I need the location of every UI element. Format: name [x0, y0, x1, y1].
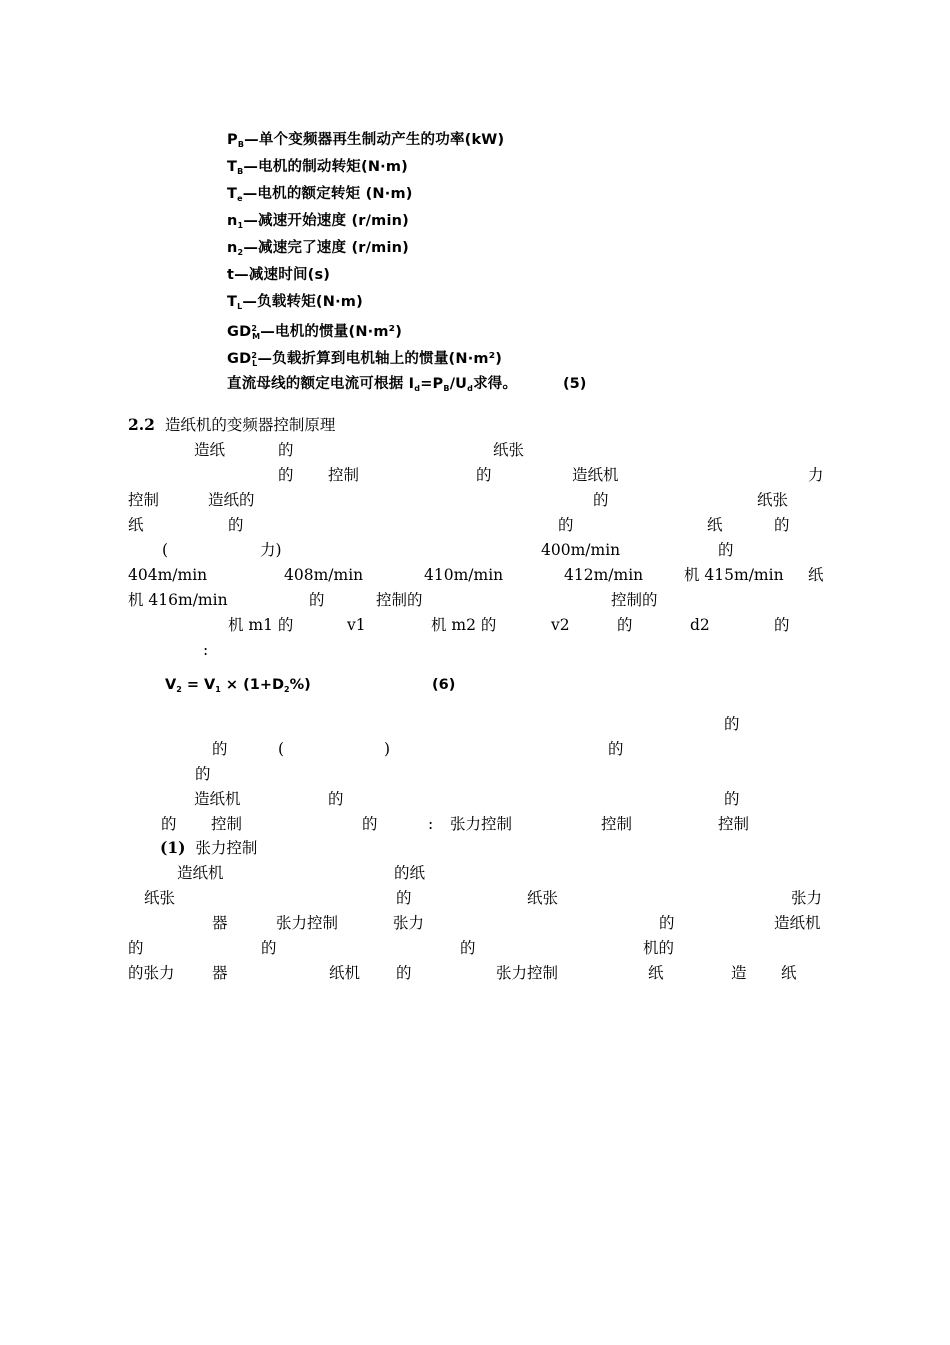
text-fragment: 的	[718, 541, 734, 559]
definition-line: $n_1—$减速开始速度 (r/min)	[227, 213, 409, 230]
equation-number-6: (6)	[432, 677, 456, 693]
text-fragment: 张力	[393, 914, 425, 932]
text-fragment: 控制	[211, 815, 243, 833]
definition-line: $T_L—$负载转矩(N·m)	[227, 294, 363, 311]
equation-number-5: (5)	[563, 376, 587, 392]
text-fragment: 力	[808, 466, 824, 484]
definition-line: t—减速时间(s)	[227, 267, 331, 283]
definition-line: $GD^2_M—$电机的惯量(N·m²)	[227, 324, 403, 341]
text-fragment: 的张力	[128, 964, 175, 982]
text-fragment: 的	[476, 466, 492, 484]
subsection-number: (1)	[160, 838, 186, 857]
text-fragment: 的	[774, 616, 790, 634]
text-fragment: v2	[551, 616, 570, 634]
definition-line: $GD^2_L—$负载折算到电机轴上的惯量(N·m²)	[227, 351, 503, 368]
text-fragment: 控制	[328, 466, 360, 484]
text-fragment: 的	[460, 939, 476, 957]
text-fragment: 造纸机	[774, 914, 821, 932]
text-fragment: 机 415m/min	[684, 566, 784, 584]
text-fragment: 张力控制	[276, 914, 339, 932]
text-fragment: 张力	[791, 889, 823, 907]
definition-line: $n_2—$减速完了速度 (r/min)	[227, 240, 409, 257]
text-fragment: 纸张	[757, 491, 789, 509]
text-fragment: 张力控制	[450, 815, 513, 833]
text-fragment: 器	[212, 914, 228, 932]
text-fragment: 纸	[128, 516, 144, 534]
text-fragment: 的	[558, 516, 574, 534]
section-heading	[128, 416, 335, 434]
text-fragment: )	[384, 740, 391, 758]
text-fragment: 控制	[718, 815, 750, 833]
text-fragment: 造纸机	[177, 864, 224, 882]
text-fragment: 控制的	[376, 591, 423, 609]
text-fragment: 器	[212, 964, 228, 982]
text-fragment: 纸张	[144, 889, 176, 907]
text-fragment: 造纸机	[572, 466, 619, 484]
text-fragment: 的	[161, 815, 177, 833]
text-fragment: 纸	[707, 516, 723, 534]
text-fragment: 的	[261, 939, 277, 957]
text-fragment: 机 m1 的	[228, 616, 294, 634]
section-number: 2.2	[128, 415, 155, 434]
text-fragment: 纸机	[329, 964, 361, 982]
text-fragment: 410m/min	[424, 566, 504, 584]
text-fragment: 的	[774, 516, 790, 534]
text-fragment: 404m/min	[128, 566, 208, 584]
text-fragment: 的	[617, 616, 633, 634]
definition-line: $T_B—$电机的制动转矩(N·m)	[227, 159, 409, 176]
text-fragment: 400m/min	[541, 541, 621, 559]
text-fragment: 力)	[260, 541, 282, 559]
text-fragment: 的纸	[394, 864, 426, 882]
text-fragment: 的	[396, 889, 412, 907]
speed-formula: $V_2 = V_1 \times (1+D_2\%)$	[165, 677, 311, 694]
text-fragment: 的	[128, 939, 144, 957]
text-fragment: 的	[328, 790, 344, 808]
text-fragment: 的	[724, 715, 740, 733]
text-fragment: 造纸的	[208, 491, 255, 509]
text-fragment: 机的	[643, 939, 675, 957]
text-fragment: 的	[608, 740, 624, 758]
text-fragment: 造纸机	[194, 790, 241, 808]
text-fragment: 的	[278, 441, 294, 459]
text-fragment: 的	[228, 516, 244, 534]
text-fragment: 机 416m/min	[128, 591, 228, 609]
text-fragment: 造纸	[194, 441, 226, 459]
text-fragment: 纸	[648, 964, 664, 982]
text-fragment: 的	[724, 790, 740, 808]
text-fragment: 纸	[808, 566, 824, 584]
text-fragment: 的	[396, 964, 412, 982]
text-fragment: 控制的	[611, 591, 658, 609]
dc-bus-current-line: 直流母线的额定电流可根据 $I_d=P_B/U_d$求得。	[227, 376, 518, 393]
text-fragment: 的	[212, 740, 228, 758]
text-fragment: (	[162, 541, 169, 559]
definition-line: $T_e—$电机的额定转矩 (N·m)	[227, 186, 413, 203]
text-fragment: 纸张	[493, 441, 525, 459]
text-fragment: 408m/min	[284, 566, 364, 584]
text-fragment: d2	[690, 616, 710, 634]
text-fragment: v1	[347, 616, 366, 634]
text-fragment: (	[278, 740, 285, 758]
text-fragment: 机 m2 的	[431, 616, 497, 634]
text-fragment: 造	[731, 964, 747, 982]
text-fragment: 的	[659, 914, 675, 932]
text-fragment: 412m/min	[564, 566, 644, 584]
text-fragment: 纸张	[527, 889, 559, 907]
text-fragment: 张力控制	[496, 964, 559, 982]
text-fragment: 的	[309, 591, 325, 609]
subsection-title: 张力控制	[195, 839, 258, 857]
text-fragment: 的	[278, 466, 294, 484]
text-fragment: 控制	[601, 815, 633, 833]
text-fragment: 的	[362, 815, 378, 833]
text-fragment: 纸	[781, 964, 797, 982]
text-fragment: 的	[593, 491, 609, 509]
subsection-heading	[160, 839, 257, 857]
text-fragment: 控制	[128, 491, 160, 509]
text-fragment: 的	[195, 765, 211, 783]
text-fragment: :	[428, 815, 434, 833]
text-fragment: :	[203, 641, 209, 659]
definition-line: $P_B—$单个变频器再生制动产生的功率(kW)	[227, 132, 505, 149]
section-title: 造纸机的变频器控制原理	[164, 416, 336, 434]
